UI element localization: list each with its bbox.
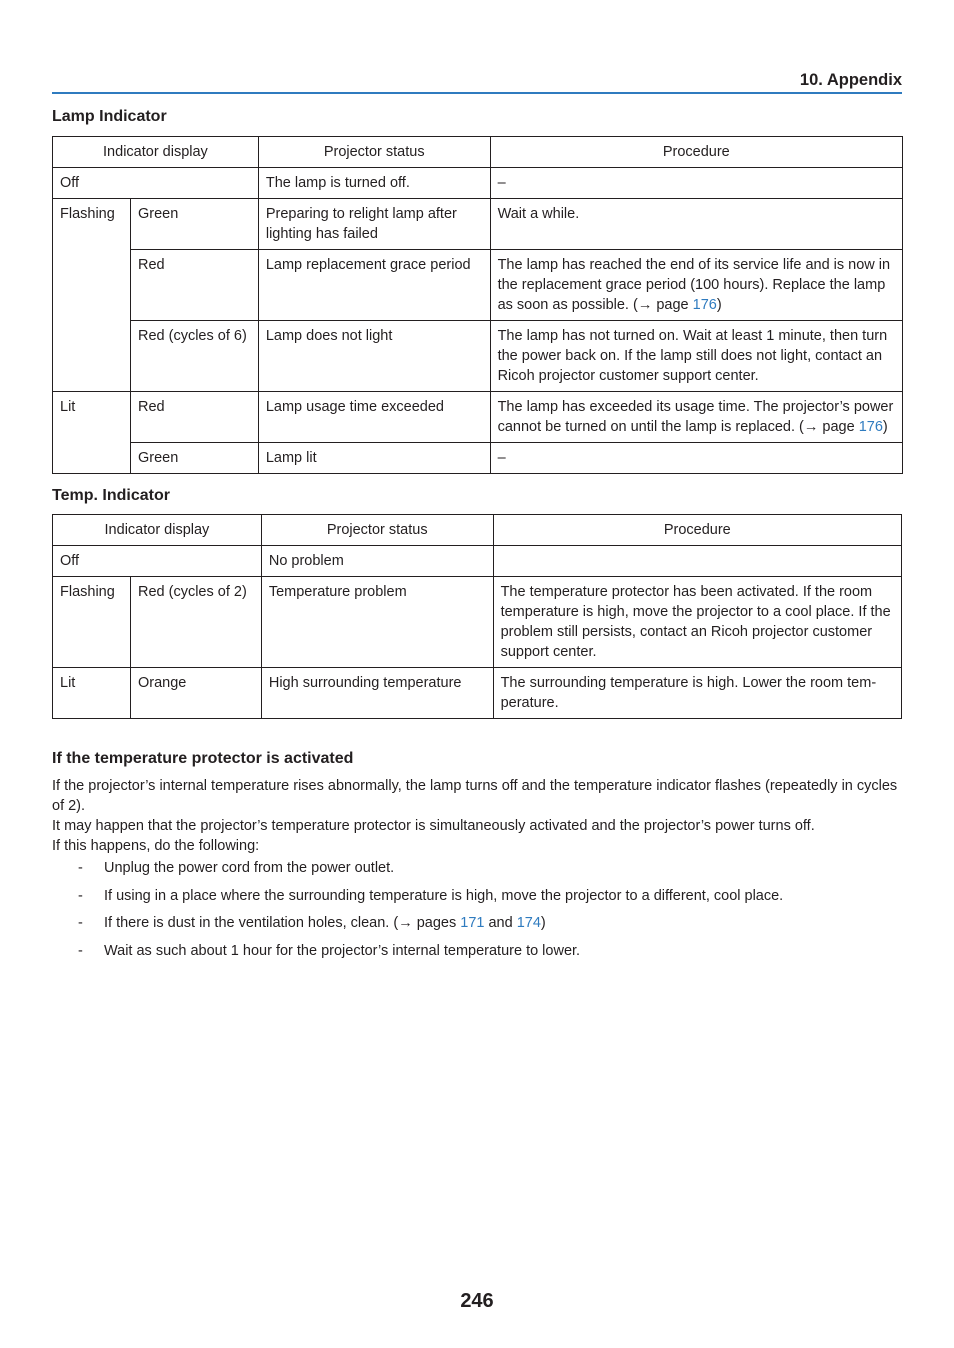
list-item-text: Wait as such about 1 hour for the projector’s internal temperature to lower. xyxy=(104,942,581,959)
procedure-cell: The surrounding temperature is high. Lower the room tem-perature. xyxy=(493,668,901,719)
list-item-text-end: ) xyxy=(540,915,546,931)
page-link[interactable]: 176 xyxy=(858,419,883,435)
header-procedure: Procedure xyxy=(493,515,901,546)
table-row xyxy=(53,199,903,250)
list-item-text: Unplug the power cord from the power outlet. xyxy=(104,860,395,876)
list-item xyxy=(52,941,902,969)
procedure-cell xyxy=(490,392,902,443)
color-cell: Green xyxy=(130,443,258,474)
page-link[interactable]: 176 xyxy=(692,297,717,313)
list-item-text: If using in a place where the surrounding temperature is high, move the projector to a different, cool place. xyxy=(104,887,784,904)
color-cell: Red xyxy=(130,392,258,443)
header-indicator-display: Indicator display xyxy=(53,515,262,546)
lamp-indicator-title: Lamp Indicator xyxy=(52,108,167,125)
procedure-cell xyxy=(490,250,902,321)
page-link[interactable]: 174 xyxy=(516,915,541,931)
table-row xyxy=(53,668,902,719)
paragraph: It may happen that the projector’s temperature protector is simultaneously activated and the projector’s power turns off. xyxy=(52,818,815,834)
temp-indicator-title: Temp. Indicator xyxy=(52,487,170,504)
chapter-title: 10. Appendix xyxy=(799,71,902,89)
protector-section-title: If the temperature protector is activated xyxy=(52,750,354,767)
status-cell: Temperature problem xyxy=(261,577,493,668)
list-item xyxy=(52,858,902,886)
color-cell: Red xyxy=(130,250,258,321)
page-header xyxy=(52,70,902,94)
status-cell: High surrounding temperature xyxy=(261,668,493,719)
header-indicator-display: Indicator display xyxy=(53,137,259,168)
procedure-cell: The lamp has not turned on. Wait at least 1 minute, then turn the power back on. If the lamp still does not light, contact an Ricoh projector customer support center. xyxy=(490,321,902,392)
table-row xyxy=(53,250,903,321)
status-cell: The lamp is turned off. xyxy=(258,168,490,199)
color-cell: Green xyxy=(130,199,258,250)
paragraph: If this happens, do the following: xyxy=(52,838,260,854)
table-row xyxy=(53,321,903,392)
status-cell: Lamp usage time exceeded xyxy=(258,392,490,443)
header-projector-status: Projector status xyxy=(261,515,493,546)
procedure-cell: – xyxy=(490,443,902,474)
table-row xyxy=(53,443,903,474)
status-cell: Preparing to relight lamp after lighting has failed xyxy=(258,199,490,250)
list-item-text-mid: and xyxy=(484,915,517,931)
instruction-list xyxy=(52,858,902,968)
bullet-marker: - xyxy=(78,915,83,931)
list-item-text xyxy=(104,913,546,933)
table-header-row xyxy=(53,515,902,546)
indicator-cell: Lit xyxy=(53,668,131,719)
status-cell: No problem xyxy=(261,546,493,577)
status-cell: Lamp lit xyxy=(258,443,490,474)
procedure-cell: The temperature protector has been activated. If the room temperature is high, move the projector to a cool place. If the problem still persists, contact an Ricoh projector customer support center. xyxy=(493,577,901,668)
table-row xyxy=(53,168,903,199)
header-procedure: Procedure xyxy=(490,137,902,168)
indicator-cell: Off xyxy=(53,546,262,577)
procedure-cell: Wait a while. xyxy=(490,199,902,250)
temp-indicator-table xyxy=(52,514,902,719)
page-link[interactable]: 171 xyxy=(460,915,485,931)
bullet-marker: - xyxy=(78,887,83,904)
color-cell: Red (cycles of 6) xyxy=(130,321,258,392)
table-row xyxy=(53,546,902,577)
table-row xyxy=(53,577,902,668)
procedure-text: The lamp has exceeded its usage time. The projector’s power cannot be turned on until the lamp is replaced. (→ page xyxy=(497,399,894,435)
color-cell: Red (cycles of 2) xyxy=(130,577,261,668)
indicator-cell: Flashing xyxy=(53,577,131,668)
paragraph: If the projector’s internal temperature rises abnormally, the lamp turns off and the temperature indicator flashes (repeatedly in cycles of 2). xyxy=(52,778,898,814)
bullet-marker: - xyxy=(78,860,83,876)
color-cell: Orange xyxy=(130,668,261,719)
status-cell: Lamp does not light xyxy=(258,321,490,392)
procedure-cell: – xyxy=(490,168,902,199)
table-row xyxy=(53,392,903,443)
indicator-cell: Off xyxy=(53,168,259,199)
status-cell: Lamp replacement grace period xyxy=(258,250,490,321)
lamp-indicator-table xyxy=(52,136,903,474)
indicator-cell: Lit xyxy=(53,392,131,474)
table-header-row xyxy=(53,137,903,168)
header-projector-status: Projector status xyxy=(258,137,490,168)
procedure-text: The lamp has reached the end of its service life and is now in the replacement grace period (100 hours). Replace the lamp as soon as possible. (→ page xyxy=(497,257,891,313)
page-number: 246 xyxy=(460,1290,494,1312)
bullet-marker: - xyxy=(78,942,83,959)
indicator-cell: Flashing xyxy=(53,199,131,392)
list-item xyxy=(52,913,902,941)
procedure-text-end: ) xyxy=(882,419,888,435)
procedure-text-end: ) xyxy=(716,297,722,313)
list-item xyxy=(52,886,902,914)
list-item-text-start: If there is dust in the ventilation holes, clean. (→ pages xyxy=(104,915,461,931)
procedure-cell xyxy=(493,546,901,577)
